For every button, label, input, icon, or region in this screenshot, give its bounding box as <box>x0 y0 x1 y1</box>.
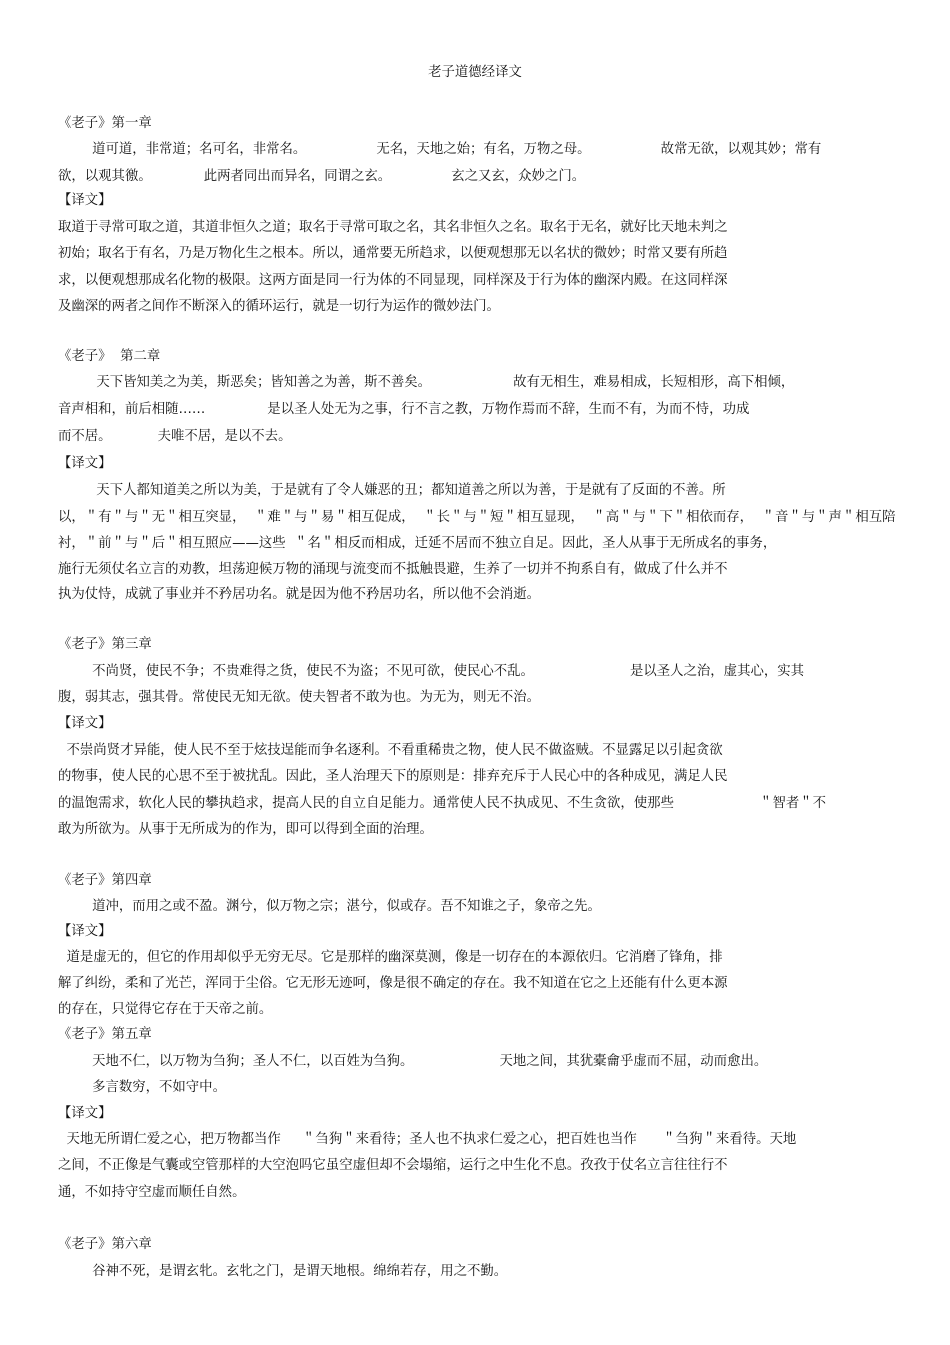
translation-line: 施行无须仗名立言的劝教，坦荡迎候万物的涌现与流变而不抵触畏避，生养了一切并不拘系自有，做成了什么并不 <box>58 562 728 577</box>
chapter-heading: 《老子》第四章 <box>58 873 152 888</box>
original-text-line: 道冲，而用之或不盈。渊兮，似万物之宗；湛兮，似或存。吾不知谁之子，象帝之先。 <box>92 899 601 914</box>
translation-label: 【译文】 <box>58 716 112 731</box>
original-text-line: 谷神不死，是谓玄牝。玄牝之门，是谓天地根。绵绵若存，用之不勤。 <box>92 1264 508 1279</box>
translation-label: 【译文】 <box>58 1106 112 1121</box>
translation-line: 天地无所谓仁爱之心，把万物都当作 ＂刍狗＂来看待；圣人也不执求仁爱之心，把百姓也当作 ＂刍狗＂来看待。天地 <box>58 1132 797 1147</box>
translation-line: 解了纠纷，柔和了光芒，浑同于尘俗。它无形无迹呵，像是很不确定的存在。我不知道在它之上还能有什么更本源 <box>58 976 728 991</box>
original-text-line: 欲，以观其徼。 此两者同出而异名，同谓之玄。 玄之又玄，众妙之门。 <box>58 169 586 184</box>
translation-label: 【译文】 <box>58 193 112 208</box>
chapter-heading: 《老子》第六章 <box>58 1237 152 1252</box>
original-text-line: 天下皆知美之为美，斯恶矣；皆知善之为善，斯不善矣。 故有无相生，难易相成，长短相形，高下相倾， <box>96 375 795 390</box>
original-text-line: 多言数穷，不如守中。 <box>92 1080 226 1095</box>
original-text-line: 天地不仁，以万物为刍狗；圣人不仁，以百姓为刍狗。 天地之间，其犹橐龠乎虚而不屈，动而愈出。 <box>92 1054 768 1069</box>
translation-line: 道是虚无的，但它的作用却似乎无穷无尽。它是那样的幽深莫测，像是一切存在的本源依归。它消磨了锋角，排 <box>58 950 723 965</box>
original-text-line: 腹，弱其志，强其骨。常使民无知无欲。使夫智者不敢为也。为无为，则无不治。 <box>58 690 541 705</box>
translation-line: 之间，不正像是气囊或空管那样的大空泡吗它虽空虚但却不会塌缩，运行之中生化不息。孜孜于仗名立言往往行不 <box>58 1158 728 1173</box>
original-text-line: 音声相和，前后相随…… 是以圣人处无为之事，行不言之教，万物作焉而不辞，生而不有，为而不恃，功成 <box>58 402 750 417</box>
original-text-line: 道可道，非常道；名可名，非常名。 无名，天地之始；有名，万物之母。 故常无欲，以观其妙；常有 <box>92 142 822 157</box>
original-text-line: 不尚贤，使民不争；不贵难得之货，使民不为盗；不见可欲，使民心不乱。 是以圣人之治，虚其心，实其 <box>92 664 805 679</box>
chapter-heading: 《老子》 第二章 <box>58 349 161 364</box>
translation-line: 的存在，只觉得它存在于天帝之前。 <box>58 1002 273 1017</box>
chapter-heading: 《老子》第五章 <box>58 1027 152 1042</box>
translation-line: 取道于寻常可取之道，其道非恒久之道；取名于寻常可取之名，其名非恒久之名。取名于无名，就好比天地未判之 <box>58 220 728 235</box>
translation-line: 的温饱需求，软化人民的攀执趋求，提高人民的自立自足能力。通常使人民不执成见、不生贪欲，使那些 ＂智者＂不 <box>58 796 827 811</box>
translation-line: 及幽深的两者之间作不断深入的循环运行，就是一切行为运作的微妙法门。 <box>58 299 500 314</box>
translation-line: 初始；取名于有名，乃是万物化生之根本。所以，通常要无所趋求，以便观想那无以名状的微妙；时常又要有所趋 <box>58 246 728 261</box>
translation-line: 的物事，使人民的心思不至于被扰乱。因此，圣人治理天下的原则是：排弃充斥于人民心中的各种成见，满足人民 <box>58 769 728 784</box>
translation-line: 不崇尚贤才异能，使人民不至于炫技逞能而争名逐利。不看重稀贵之物，使人民不做盗贼。不显露足以引起贪欲 <box>58 743 723 758</box>
translation-label: 【译文】 <box>58 456 112 471</box>
translation-line: 天下人都知道美之所以为美，于是就有了令人嫌恶的丑；都知道善之所以为善，于是就有了反面的不善。所 <box>58 483 726 498</box>
document-title: 老子道德经译文 <box>428 65 522 80</box>
translation-line: 敢为所欲为。从事于无所成为的作为，即可以得到全面的治理。 <box>58 822 433 837</box>
translation-line: 执为仗恃，成就了事业并不矜居功名。就是因为他不矜居功名，所以他不会消逝。 <box>58 587 541 602</box>
translation-line: 求，以便观想那成名化物的极限。这两方面是同一行为体的不同显现，同样深及于行为体的幽深内殿。在这同样深 <box>58 273 728 288</box>
translation-line: 通，不如持守空虚而顺任自然。 <box>58 1185 246 1200</box>
chapter-heading: 《老子》第三章 <box>58 637 152 652</box>
translation-line: 衬，＂前＂与＂后＂相互照应——这些 ＂名＂相反而相成，迁延不居而不独立自足。因此，圣人从事于无所成名的事务， <box>58 536 777 551</box>
chapter-heading: 《老子》第一章 <box>58 116 152 131</box>
translation-label: 【译文】 <box>58 924 112 939</box>
translation-line: 以，＂有＂与＂无＂相互突显， ＂难＂与＂易＂相互促成， ＂长＂与＂短＂相互显现， ＂高＂与＂下＂相依而存， ＂音＂与＂声＂相互陪 <box>58 510 896 525</box>
original-text-line: 而不居。 夫唯不居，是以不去。 <box>58 429 292 444</box>
